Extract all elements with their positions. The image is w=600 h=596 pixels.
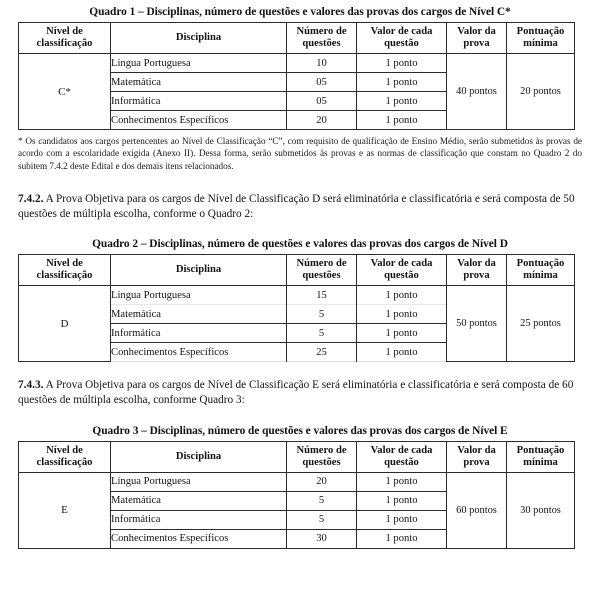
- col-header-valor-questao: Valor de cada questão: [357, 23, 447, 54]
- quadro3-disciplina-1: Matemática: [111, 491, 287, 510]
- quadro3-valor-0: 1 ponto: [357, 472, 447, 491]
- quadro3-header-row: [19, 441, 575, 472]
- quadro2-disciplina-2: Informática: [111, 324, 287, 343]
- col-header-numero: Número de questões: [287, 255, 357, 286]
- paragraph-742-number: 7.4.2.: [18, 192, 44, 205]
- col-header-nivel: Nível de classificação: [19, 255, 111, 286]
- col-header-disciplina: Disciplina: [111, 441, 287, 472]
- quadro3-questoes-2: 5: [287, 510, 357, 529]
- quadro2-questoes-0: 15: [287, 286, 357, 305]
- paragraph-742-text: A Prova Objetiva para os cargos de Nível de Classificação D será eliminatória e classificatória e será composta de 50 questões de múltipla escolha, conforme o Quadro 2:: [18, 192, 575, 220]
- paragraph-742: [18, 192, 582, 222]
- col-header-valor-prova: Valor da prova: [447, 255, 507, 286]
- quadro1-disciplina-1: Matemática: [111, 73, 287, 92]
- paragraph-743-text: A Prova Objetiva para os cargos de Nível de Classificação E será eliminatória e classificatória e será composta de 60 questões de múltipla escolha, conforme Quadro 3:: [18, 379, 574, 407]
- quadro1-footnote: * Os candidatos aos cargos pertencentes ao Nível de Classificação “C”, com requisito de qualificação de Ensino Médio, serão submetidos às provas de acordo com a escolaridade exigida (Anexo II). Dessa forma, serão submetidos às provas e as normas de classificação que constam no Quadro 2 do subitem 7.4.2 deste Edital e dos demais itens relacionados.: [18, 136, 582, 171]
- quadro3-pontuacao-minima: 30 pontos: [507, 472, 575, 548]
- quadro1-questoes-3: 20: [287, 111, 357, 130]
- quadro1-disciplina-2: Informática: [111, 92, 287, 111]
- quadro1-questoes-1: 05: [287, 73, 357, 92]
- paragraph-743-number: 7.4.3.: [18, 379, 44, 392]
- col-header-valor-prova: Valor da prova: [447, 23, 507, 54]
- quadro2-questoes-1: 5: [287, 305, 357, 324]
- quadro3-disciplina-3: Conhecimentos Específicos: [111, 529, 287, 548]
- col-header-disciplina: Disciplina: [111, 23, 287, 54]
- quadro2-disciplina-0: Língua Portuguesa: [111, 286, 287, 305]
- col-header-pontuacao: Pontuação mínima: [507, 23, 575, 54]
- quadro1-valor-prova: 40 pontos: [447, 54, 507, 130]
- quadro3-questoes-3: 30: [287, 529, 357, 548]
- col-header-valor-questao: Valor de cada questão: [357, 255, 447, 286]
- quadro2-disciplina-3: Conhecimentos Específicos: [111, 343, 287, 362]
- quadro3-valor-2: 1 ponto: [357, 510, 447, 529]
- col-header-valor-prova: Valor da prova: [447, 441, 507, 472]
- quadro2-valor-3: 1 ponto: [357, 343, 447, 362]
- quadro2-questoes-2: 5: [287, 324, 357, 343]
- quadro3-disciplina-0: Língua Portuguesa: [111, 472, 287, 491]
- quadro2-questoes-3: 25: [287, 343, 357, 362]
- quadro2-header-row: [19, 255, 575, 286]
- quadro1-questoes-0: 10: [287, 54, 357, 73]
- quadro1-title: Quadro 1 – Disciplinas, número de questões e valores das provas dos cargos de Nível C*: [89, 6, 511, 18]
- paragraph-743: [18, 378, 582, 408]
- quadro1-pontuacao-minima: 20 pontos: [507, 54, 575, 130]
- quadro3-valor-1: 1 ponto: [357, 491, 447, 510]
- quadro2-valor-1: 1 ponto: [357, 305, 447, 324]
- quadro3-questoes-0: 20: [287, 472, 357, 491]
- col-header-nivel: Nível de classificação: [19, 441, 111, 472]
- quadro1-questoes-2: 05: [287, 92, 357, 111]
- quadro3-disciplina-2: Informática: [111, 510, 287, 529]
- quadro2-table: [18, 254, 575, 362]
- quadro1-disciplina-3: Conhecimentos Específicos: [111, 111, 287, 130]
- quadro3-questoes-1: 5: [287, 491, 357, 510]
- quadro1-valor-3: 1 ponto: [357, 111, 447, 130]
- col-header-pontuacao: Pontuação mínima: [507, 441, 575, 472]
- quadro3-valor-3: 1 ponto: [357, 529, 447, 548]
- table-row: [19, 54, 575, 73]
- quadro2-pontuacao-minima: 25 pontos: [507, 286, 575, 362]
- quadro2-nivel-cell: D: [19, 286, 111, 362]
- quadro2-title: Quadro 2 – Disciplinas, número de questões e valores das provas dos cargos de Nível D: [92, 238, 508, 251]
- quadro2-valor-0: 1 ponto: [357, 286, 447, 305]
- quadro1-valor-2: 1 ponto: [357, 92, 447, 111]
- col-header-pontuacao: Pontuação mínima: [507, 255, 575, 286]
- quadro2-valor-prova: 50 pontos: [447, 286, 507, 362]
- quadro2-valor-2: 1 ponto: [357, 324, 447, 343]
- quadro1-header-row: [19, 23, 575, 54]
- quadro2-disciplina-1: Matemática: [111, 305, 287, 324]
- table-row: [19, 286, 575, 305]
- col-header-valor-questao: Valor de cada questão: [357, 441, 447, 472]
- col-header-nivel: Nível de classificação: [19, 23, 111, 54]
- quadro1-disciplina-0: Língua Portuguesa: [111, 54, 287, 73]
- col-header-disciplina: Disciplina: [111, 255, 287, 286]
- quadro3-title: Quadro 3 – Disciplinas, número de questões e valores das provas dos cargos de Nível E: [92, 424, 508, 437]
- quadro3-valor-prova: 60 pontos: [447, 472, 507, 548]
- quadro3-table: [18, 441, 575, 549]
- col-header-numero: Número de questões: [287, 441, 357, 472]
- quadro3-nivel-cell: E: [19, 472, 111, 548]
- quadro1-valor-0: 1 ponto: [357, 54, 447, 73]
- table-row: [19, 472, 575, 491]
- quadro1-table: [18, 22, 575, 130]
- quadro1-nivel-cell: C*: [19, 54, 111, 130]
- col-header-numero: Número de questões: [287, 23, 357, 54]
- quadro1-valor-1: 1 ponto: [357, 73, 447, 92]
